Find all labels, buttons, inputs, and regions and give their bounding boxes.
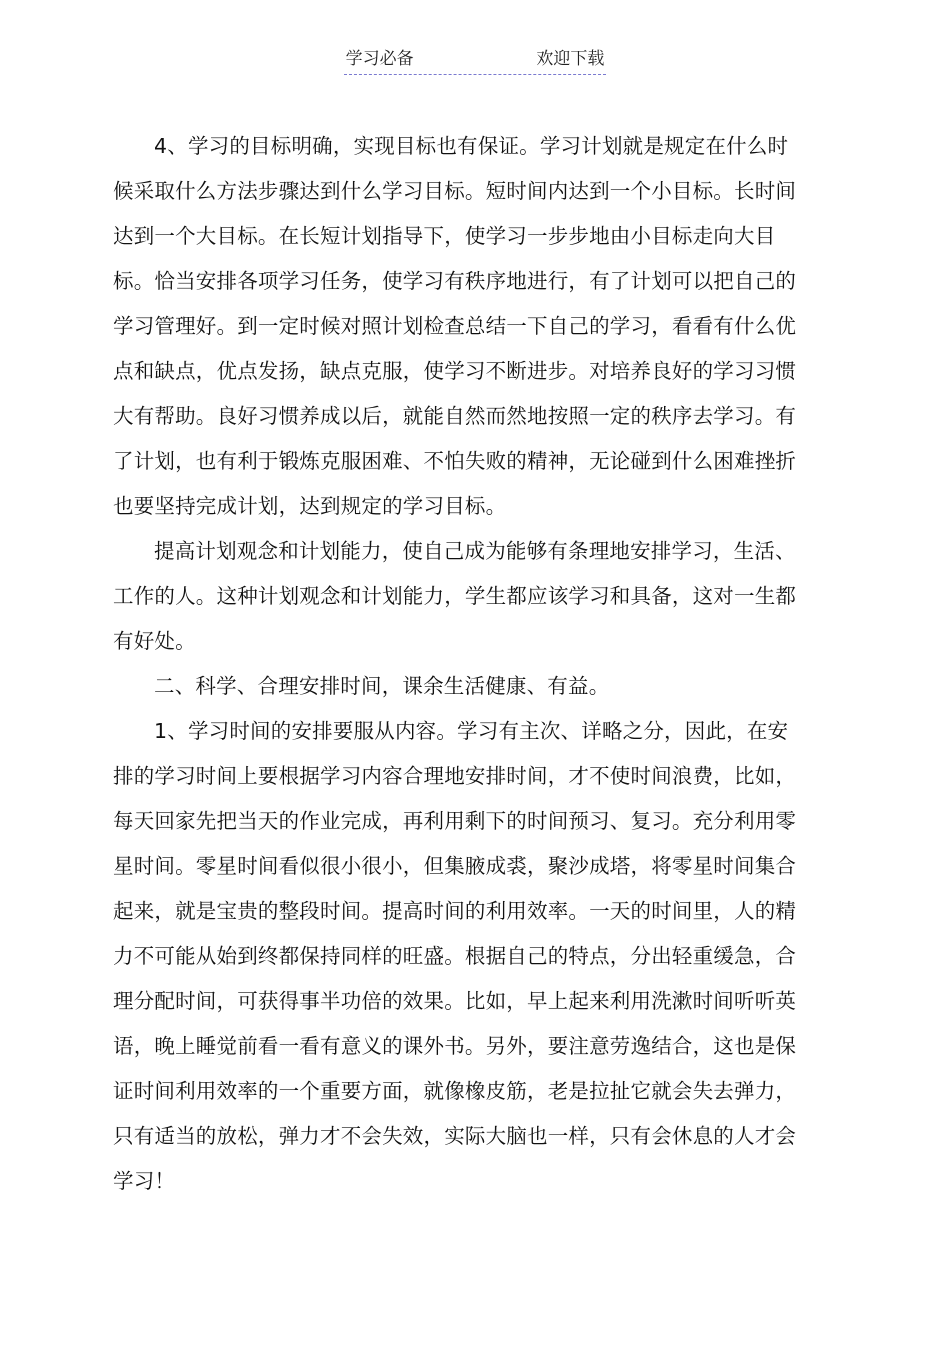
paragraph-goal: 4、学习的目标明确，实现目标也有保证。学习计划就是规定在什么时候采取什么方法步骤达到什么学习目标。短时间内达到一个小目标。长时间达到一个大目标。在长短计划指导下，使学习一步步地由小目标走向大目标。恰当安排各项学习任务，使学习有秩序地进行，有了计划可以把自己的学习管理好。到一定时候对照计划检查总结一下自己的学习，看看有什么优点和缺点，优点发扬，缺点克服，使学习不断进步。对培养良好的学习习惯大有帮助。良好习惯养成以后，就能自然而然地按照一定的秩序去学习。有了计划，也有利于锻炼克服困难、不怕失败的精神，无论碰到什么困难挫折也要坚持完成计划，达到规定的学习目标。 [113,134,797,518]
section-heading-time: 二、科学、合理安排时间，课余生活健康、有益。 [154,674,610,698]
header-right-text: 欢迎下载 [536,49,605,69]
page-header [0,44,950,75]
paragraph-planning-ability: 提高计划观念和计划能力，使自己成为能够有条理地安排学习，生活、工作的人。这种计划观念和计划能力，学生都应该学习和具备，这对一生都有好处。 [113,539,797,653]
header-line [344,44,607,75]
document-body [113,124,803,1204]
header-left-text: 学习必备 [345,49,414,69]
paragraph-time-arrangement: 1、学习时间的安排要服从内容。学习有主次、详略之分，因此，在安排的学习时间上要根据学习内容合理地安排时间，才不使时间浪费，比如，每天回家先把当天的作业完成，再利用剩下的时间预习、复习。充分利用零星时间。零星时间看似很小很小，但集腋成裘，聚沙成塔，将零星时间集合起来，就是宝贵的整段时间。提高时间的利用效率。一天的时间里，人的精力不可能从始到终都保持同样的旺盛。根据自己的特点，分出轻重缓急，合理分配时间，可获得事半功倍的效果。比如，早上起来利用洗漱时间听听英语，晚上睡觉前看一看有意义的课外书。另外，要注意劳逸结合，这也是保证时间利用效率的一个重要方面，就像橡皮筋，老是拉扯它就会失去弹力，只有适当的放松，弹力才不会失效，实际大脑也一样，只有会休息的人才会学习！ [113,719,797,1193]
